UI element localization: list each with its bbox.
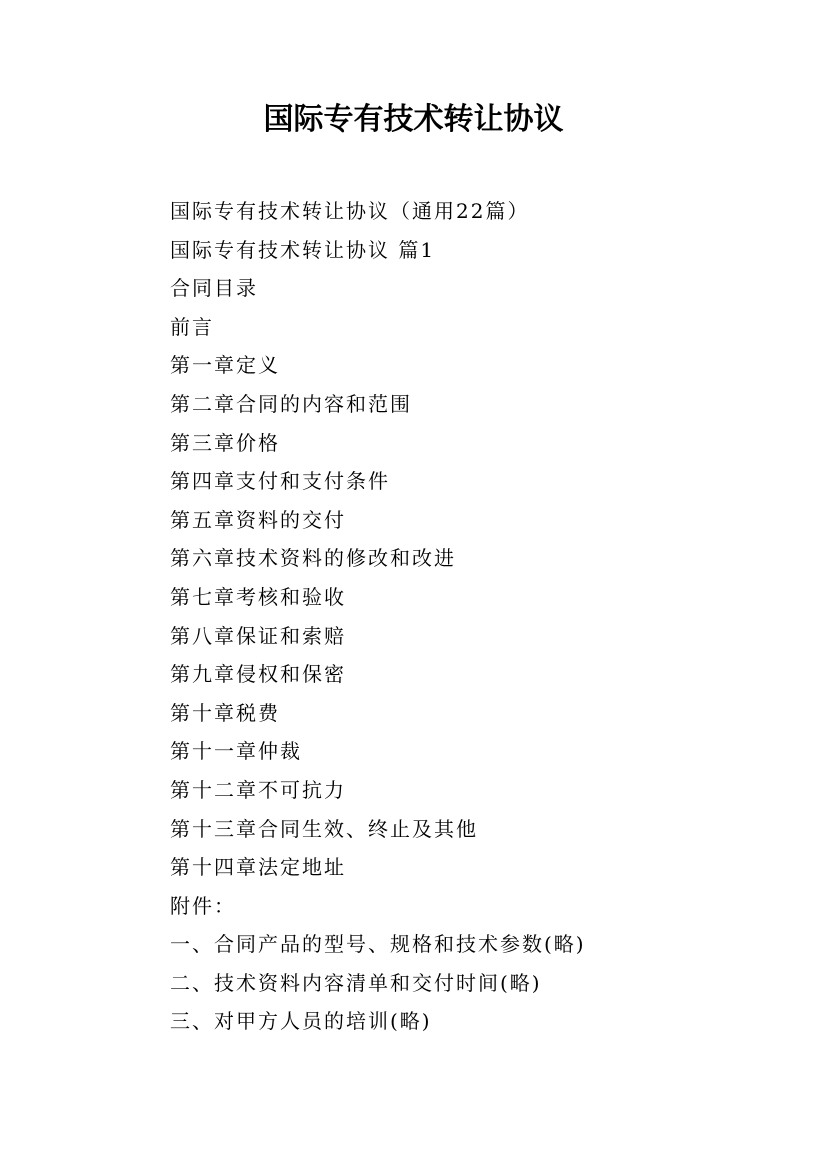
toc-item-chapter-14: 第十四章法定地址 (170, 855, 346, 880)
attachment-item-2: 二、技术资料内容清单和交付时间(略) (170, 970, 542, 995)
toc-item-chapter-5: 第五章资料的交付 (170, 507, 346, 532)
toc-item-chapter-11: 第十一章仲裁 (170, 739, 302, 764)
toc-item-chapter-1: 第一章定义 (170, 353, 280, 378)
toc-item-chapter-6: 第六章技术资料的修改和改进 (170, 546, 456, 571)
toc-item-preface: 前言 (170, 314, 214, 339)
toc-item-chapter-8: 第八章保证和索赔 (170, 623, 346, 648)
attachment-item-3: 三、对甲方人员的培训(略) (170, 1009, 432, 1034)
toc-item-chapter-4: 第四章支付和支付条件 (170, 469, 390, 494)
toc-item-chapter-13: 第十三章合同生效、终止及其他 (170, 816, 478, 841)
toc-item-chapter-2: 第二章合同的内容和范围 (170, 391, 412, 416)
text-line-contract-toc: 合同目录 (170, 276, 258, 301)
document-title: 国际专有技术转让协议 (263, 102, 564, 137)
attachment-item-1: 一、合同产品的型号、规格和技术参数(略) (170, 932, 586, 957)
contents-list (170, 192, 810, 1041)
toc-item-chapter-12: 第十二章不可抗力 (170, 777, 346, 802)
text-line-chapter-intro: 国际专有技术转让协议 篇1 (170, 237, 436, 262)
toc-item-chapter-9: 第九章侵权和保密 (170, 662, 346, 687)
text-line-heading: 国际专有技术转让协议（通用22篇） (170, 199, 530, 223)
toc-item-attachments: 附件： (170, 893, 236, 918)
toc-item-chapter-3: 第三章价格 (170, 430, 280, 455)
toc-item-chapter-10: 第十章税费 (170, 700, 280, 725)
toc-item-chapter-7: 第七章考核和验收 (170, 584, 346, 609)
